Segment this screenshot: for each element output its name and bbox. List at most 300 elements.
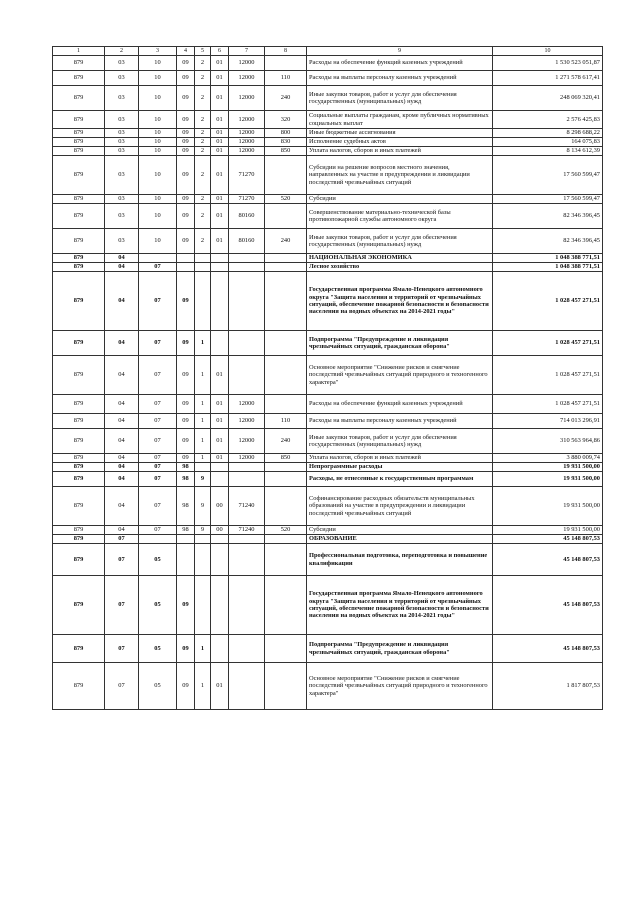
event-cell: 01	[211, 229, 229, 254]
code-cell: 879	[53, 263, 105, 272]
code-cell: 879	[53, 229, 105, 254]
event-cell: 01	[211, 195, 229, 204]
name-cell: Исполнение судебных актов	[307, 138, 493, 147]
subsection-cell: 10	[139, 71, 177, 86]
section-cell: 07	[105, 535, 139, 544]
section-cell: 03	[105, 229, 139, 254]
section-cell: 04	[105, 487, 139, 526]
event-cell: 01	[211, 56, 229, 71]
table-row	[53, 414, 603, 429]
event-cell: 01	[211, 414, 229, 429]
type-cell	[265, 395, 307, 414]
direction-cell	[229, 463, 265, 472]
direction-cell	[229, 635, 265, 663]
program-cell: 98	[177, 472, 195, 487]
subprogram-cell: 1	[195, 663, 211, 710]
table-row	[53, 535, 603, 544]
program-cell: 09	[177, 272, 195, 331]
amount-cell: 82 346 396,45	[493, 229, 603, 254]
type-cell	[265, 487, 307, 526]
name-cell: Расходы, не отнесенные к государственным программам	[307, 472, 493, 487]
name-cell: Непрограммные расходы	[307, 463, 493, 472]
subprogram-cell	[195, 544, 211, 576]
col-header-10: 10	[493, 47, 603, 56]
name-cell: Основное мероприятие "Снижение рисков и смягчение последствий чрезвычайных ситуаций природного и техногенного характера"	[307, 663, 493, 710]
subprogram-cell: 9	[195, 472, 211, 487]
type-cell	[265, 472, 307, 487]
program-cell: 09	[177, 429, 195, 454]
code-cell: 879	[53, 195, 105, 204]
section-cell: 07	[105, 576, 139, 635]
document-sheet	[52, 46, 602, 710]
program-cell	[177, 254, 195, 263]
section-cell: 03	[105, 111, 139, 129]
section-cell: 03	[105, 156, 139, 195]
section-cell: 03	[105, 56, 139, 71]
amount-cell: 1 028 457 271,51	[493, 331, 603, 356]
direction-cell	[229, 254, 265, 263]
table-row	[53, 663, 603, 710]
subprogram-cell: 9	[195, 487, 211, 526]
subsection-cell	[139, 535, 177, 544]
col-header-1: 1	[53, 47, 105, 56]
subsection-cell: 07	[139, 331, 177, 356]
event-cell	[211, 544, 229, 576]
event-cell	[211, 254, 229, 263]
subsection-cell: 07	[139, 526, 177, 535]
subsection-cell: 07	[139, 454, 177, 463]
program-cell: 09	[177, 86, 195, 111]
type-cell	[265, 463, 307, 472]
subsection-cell: 07	[139, 414, 177, 429]
type-cell: 110	[265, 71, 307, 86]
program-cell: 09	[177, 156, 195, 195]
header-row	[53, 47, 603, 56]
amount-cell: 1 271 578 617,41	[493, 71, 603, 86]
table-row	[53, 395, 603, 414]
event-cell	[211, 272, 229, 331]
code-cell: 879	[53, 156, 105, 195]
section-cell: 04	[105, 272, 139, 331]
program-cell: 09	[177, 111, 195, 129]
type-cell: 830	[265, 138, 307, 147]
table-row	[53, 129, 603, 138]
section-cell: 04	[105, 526, 139, 535]
amount-cell: 82 346 396,45	[493, 204, 603, 229]
amount-cell: 45 148 807,53	[493, 576, 603, 635]
code-cell: 879	[53, 86, 105, 111]
subprogram-cell: 1	[195, 331, 211, 356]
event-cell: 01	[211, 129, 229, 138]
direction-cell: 12000	[229, 56, 265, 71]
direction-cell: 12000	[229, 86, 265, 111]
type-cell	[265, 272, 307, 331]
subprogram-cell	[195, 463, 211, 472]
table-row	[53, 356, 603, 395]
program-cell: 09	[177, 129, 195, 138]
table-body	[53, 56, 603, 710]
program-cell: 09	[177, 414, 195, 429]
name-cell: Совершенствование материально-технической базы противопожарной службы автономного округа	[307, 204, 493, 229]
code-cell: 879	[53, 356, 105, 395]
code-cell: 879	[53, 663, 105, 710]
code-cell: 879	[53, 111, 105, 129]
subsection-cell: 07	[139, 356, 177, 395]
program-cell: 09	[177, 195, 195, 204]
code-cell: 879	[53, 147, 105, 156]
program-cell	[177, 544, 195, 576]
event-cell: 01	[211, 395, 229, 414]
table-row	[53, 635, 603, 663]
subsection-cell: 10	[139, 147, 177, 156]
type-cell	[265, 254, 307, 263]
section-cell: 03	[105, 204, 139, 229]
table-row	[53, 472, 603, 487]
type-cell: 520	[265, 526, 307, 535]
section-cell: 04	[105, 414, 139, 429]
direction-cell: 12000	[229, 395, 265, 414]
direction-cell	[229, 576, 265, 635]
type-cell: 240	[265, 229, 307, 254]
amount-cell: 164 075,83	[493, 138, 603, 147]
subsection-cell: 07	[139, 429, 177, 454]
subsection-cell: 05	[139, 576, 177, 635]
col-header-5: 5	[195, 47, 211, 56]
code-cell: 879	[53, 272, 105, 331]
table-row	[53, 204, 603, 229]
table-row	[53, 263, 603, 272]
section-cell: 03	[105, 195, 139, 204]
subsection-cell: 10	[139, 229, 177, 254]
type-cell	[265, 56, 307, 71]
subsection-cell: 10	[139, 56, 177, 71]
amount-cell: 1 028 457 271,51	[493, 395, 603, 414]
event-cell: 00	[211, 487, 229, 526]
code-cell: 879	[53, 454, 105, 463]
program-cell: 09	[177, 663, 195, 710]
type-cell	[265, 663, 307, 710]
amount-cell: 2 576 425,83	[493, 111, 603, 129]
table-row	[53, 147, 603, 156]
subprogram-cell	[195, 535, 211, 544]
table-row	[53, 272, 603, 331]
table-row	[53, 229, 603, 254]
program-cell: 09	[177, 204, 195, 229]
direction-cell: 12000	[229, 454, 265, 463]
subsection-cell: 10	[139, 204, 177, 229]
amount-cell: 1 048 388 771,51	[493, 263, 603, 272]
amount-cell: 248 069 320,41	[493, 86, 603, 111]
program-cell: 09	[177, 331, 195, 356]
subsection-cell: 10	[139, 156, 177, 195]
table-row	[53, 56, 603, 71]
subsection-cell: 10	[139, 138, 177, 147]
code-cell: 879	[53, 535, 105, 544]
event-cell: 01	[211, 663, 229, 710]
type-cell	[265, 204, 307, 229]
table-row	[53, 138, 603, 147]
type-cell: 240	[265, 86, 307, 111]
program-cell	[177, 263, 195, 272]
event-cell: 01	[211, 86, 229, 111]
event-cell	[211, 263, 229, 272]
name-cell: Субсидии на решение вопросов местного значения, направленных на участие в предупреждении и ликвидации последствий чрезвычайных ситуаций	[307, 156, 493, 195]
code-cell: 879	[53, 395, 105, 414]
direction-cell	[229, 472, 265, 487]
direction-cell	[229, 331, 265, 356]
name-cell: Государственная программа Ямало-Ненецкого автономного округа "Защита населения и территорий от чрезвычайных ситуаций, обеспечение пожарной безопасности и безопасности населения на водных объектах на 2014-2021 годы"	[307, 576, 493, 635]
code-cell: 879	[53, 414, 105, 429]
subsection-cell: 10	[139, 86, 177, 111]
subprogram-cell: 2	[195, 156, 211, 195]
name-cell: Иные закупки товаров, работ и услуг для обеспечения государственных (муниципальных) нужд	[307, 86, 493, 111]
amount-cell: 1 817 807,53	[493, 663, 603, 710]
code-cell: 879	[53, 331, 105, 356]
code-cell: 879	[53, 487, 105, 526]
section-cell: 04	[105, 429, 139, 454]
name-cell: ОБРАЗОВАНИЕ	[307, 535, 493, 544]
subprogram-cell: 1	[195, 395, 211, 414]
event-cell	[211, 635, 229, 663]
type-cell: 800	[265, 129, 307, 138]
section-cell: 03	[105, 86, 139, 111]
direction-cell: 71270	[229, 156, 265, 195]
subprogram-cell: 1	[195, 356, 211, 395]
subsection-cell: 07	[139, 272, 177, 331]
type-cell: 320	[265, 111, 307, 129]
type-cell	[265, 635, 307, 663]
name-cell: Основное мероприятие "Снижение рисков и смягчение последствий чрезвычайных ситуаций природного и техногенного характера"	[307, 356, 493, 395]
subprogram-cell: 2	[195, 138, 211, 147]
direction-cell	[229, 663, 265, 710]
program-cell: 09	[177, 147, 195, 156]
table-row	[53, 156, 603, 195]
subsection-cell: 05	[139, 635, 177, 663]
direction-cell: 71270	[229, 195, 265, 204]
subsection-cell: 10	[139, 111, 177, 129]
name-cell: Уплата налогов, сборов и иных платежей	[307, 147, 493, 156]
type-cell	[265, 356, 307, 395]
event-cell	[211, 535, 229, 544]
subprogram-cell: 2	[195, 195, 211, 204]
event-cell: 01	[211, 111, 229, 129]
subsection-cell: 10	[139, 195, 177, 204]
section-cell: 03	[105, 129, 139, 138]
direction-cell	[229, 356, 265, 395]
subprogram-cell: 1	[195, 635, 211, 663]
code-cell: 879	[53, 463, 105, 472]
event-cell: 01	[211, 156, 229, 195]
table-row	[53, 454, 603, 463]
direction-cell: 12000	[229, 414, 265, 429]
code-cell: 879	[53, 204, 105, 229]
amount-cell: 19 931 500,00	[493, 526, 603, 535]
table-row	[53, 429, 603, 454]
direction-cell	[229, 263, 265, 272]
name-cell: Уплата налогов, сборов и иных платежей	[307, 454, 493, 463]
col-header-2: 2	[105, 47, 139, 56]
type-cell: 850	[265, 454, 307, 463]
section-cell: 04	[105, 331, 139, 356]
section-cell: 03	[105, 71, 139, 86]
event-cell: 01	[211, 71, 229, 86]
amount-cell: 3 880 009,74	[493, 454, 603, 463]
section-cell: 04	[105, 356, 139, 395]
program-cell: 09	[177, 56, 195, 71]
section-cell: 04	[105, 263, 139, 272]
amount-cell: 17 560 599,47	[493, 156, 603, 195]
name-cell: Лесное хозяйство	[307, 263, 493, 272]
section-cell: 04	[105, 463, 139, 472]
amount-cell: 45 148 807,53	[493, 535, 603, 544]
table-row	[53, 576, 603, 635]
amount-cell: 1 028 457 271,51	[493, 356, 603, 395]
subsection-cell: 07	[139, 487, 177, 526]
table-row	[53, 86, 603, 111]
direction-cell: 12000	[229, 147, 265, 156]
program-cell	[177, 535, 195, 544]
section-cell: 07	[105, 544, 139, 576]
program-cell: 09	[177, 138, 195, 147]
table-row	[53, 195, 603, 204]
event-cell: 00	[211, 526, 229, 535]
amount-cell: 714 013 296,91	[493, 414, 603, 429]
program-cell: 09	[177, 395, 195, 414]
name-cell: Иные закупки товаров, работ и услуг для обеспечения государственных (муниципальных) нужд	[307, 229, 493, 254]
direction-cell: 12000	[229, 129, 265, 138]
type-cell	[265, 263, 307, 272]
table-row	[53, 71, 603, 86]
code-cell: 879	[53, 56, 105, 71]
direction-cell	[229, 544, 265, 576]
event-cell	[211, 463, 229, 472]
table-row	[53, 111, 603, 129]
name-cell: Государственная программа Ямало-Ненецкого автономного округа "Защита населения и территорий от чрезвычайных ситуаций, обеспечение пожарной безопасности и безопасности населения на водных объектах на 2014-2021 годы"	[307, 272, 493, 331]
amount-cell: 19 931 500,00	[493, 472, 603, 487]
name-cell: Профессиональная подготовка, переподготовка и повышение квалификации	[307, 544, 493, 576]
event-cell: 01	[211, 454, 229, 463]
section-cell: 04	[105, 395, 139, 414]
direction-cell: 12000	[229, 111, 265, 129]
subprogram-cell: 2	[195, 56, 211, 71]
name-cell: Иные бюджетные ассигнования	[307, 129, 493, 138]
section-cell: 03	[105, 138, 139, 147]
direction-cell: 71240	[229, 487, 265, 526]
direction-cell: 12000	[229, 71, 265, 86]
event-cell: 01	[211, 429, 229, 454]
amount-cell: 1 530 523 051,87	[493, 56, 603, 71]
direction-cell: 12000	[229, 138, 265, 147]
budget-table	[52, 46, 603, 710]
subsection-cell: 07	[139, 263, 177, 272]
program-cell: 09	[177, 356, 195, 395]
code-cell: 879	[53, 71, 105, 86]
type-cell	[265, 535, 307, 544]
col-header-8: 8	[265, 47, 307, 56]
event-cell: 01	[211, 204, 229, 229]
name-cell: НАЦИОНАЛЬНАЯ ЭКОНОМИКА	[307, 254, 493, 263]
program-cell: 98	[177, 463, 195, 472]
subsection-cell	[139, 254, 177, 263]
type-cell	[265, 544, 307, 576]
type-cell: 240	[265, 429, 307, 454]
amount-cell: 1 028 457 271,51	[493, 272, 603, 331]
section-cell: 04	[105, 472, 139, 487]
subprogram-cell	[195, 254, 211, 263]
amount-cell: 19 931 500,00	[493, 487, 603, 526]
table-row	[53, 463, 603, 472]
section-cell: 07	[105, 635, 139, 663]
table-row	[53, 254, 603, 263]
subsection-cell: 07	[139, 463, 177, 472]
section-cell: 07	[105, 663, 139, 710]
direction-cell: 80160	[229, 204, 265, 229]
col-header-9: 9	[307, 47, 493, 56]
name-cell: Расходы на обеспечение функций казенных учреждений	[307, 56, 493, 71]
table-row	[53, 487, 603, 526]
event-cell: 01	[211, 138, 229, 147]
direction-cell	[229, 535, 265, 544]
subprogram-cell	[195, 263, 211, 272]
name-cell: Подпрограмма "Предупреждение и ликвидация чрезвычайных ситуаций, гражданская оборона"	[307, 331, 493, 356]
amount-cell: 1 048 388 771,51	[493, 254, 603, 263]
amount-cell: 8 298 688,22	[493, 129, 603, 138]
code-cell: 879	[53, 254, 105, 263]
type-cell	[265, 331, 307, 356]
code-cell: 879	[53, 526, 105, 535]
subprogram-cell: 1	[195, 429, 211, 454]
subprogram-cell: 1	[195, 454, 211, 463]
code-cell: 879	[53, 129, 105, 138]
subprogram-cell: 2	[195, 129, 211, 138]
subprogram-cell: 2	[195, 86, 211, 111]
program-cell: 09	[177, 71, 195, 86]
amount-cell: 45 148 807,53	[493, 544, 603, 576]
name-cell: Субсидии	[307, 526, 493, 535]
subprogram-cell: 2	[195, 204, 211, 229]
section-cell: 03	[105, 147, 139, 156]
program-cell: 98	[177, 487, 195, 526]
table-row	[53, 544, 603, 576]
name-cell: Расходы на выплаты персоналу казенных учреждений	[307, 71, 493, 86]
event-cell	[211, 331, 229, 356]
subprogram-cell	[195, 272, 211, 331]
direction-cell: 71240	[229, 526, 265, 535]
name-cell: Подпрограмма "Предупреждение и ликвидация чрезвычайных ситуаций, гражданская оборона"	[307, 635, 493, 663]
subprogram-cell: 2	[195, 71, 211, 86]
event-cell	[211, 576, 229, 635]
type-cell	[265, 576, 307, 635]
program-cell: 09	[177, 229, 195, 254]
direction-cell: 12000	[229, 429, 265, 454]
col-header-4: 4	[177, 47, 195, 56]
code-cell: 879	[53, 635, 105, 663]
table-row	[53, 331, 603, 356]
subsection-cell: 05	[139, 663, 177, 710]
program-cell: 09	[177, 454, 195, 463]
program-cell: 98	[177, 526, 195, 535]
code-cell: 879	[53, 429, 105, 454]
code-cell: 879	[53, 472, 105, 487]
section-cell: 04	[105, 254, 139, 263]
table-row	[53, 526, 603, 535]
col-header-6: 6	[211, 47, 229, 56]
subprogram-cell: 2	[195, 147, 211, 156]
direction-cell	[229, 272, 265, 331]
subsection-cell: 07	[139, 472, 177, 487]
subprogram-cell: 2	[195, 229, 211, 254]
subsection-cell: 10	[139, 129, 177, 138]
